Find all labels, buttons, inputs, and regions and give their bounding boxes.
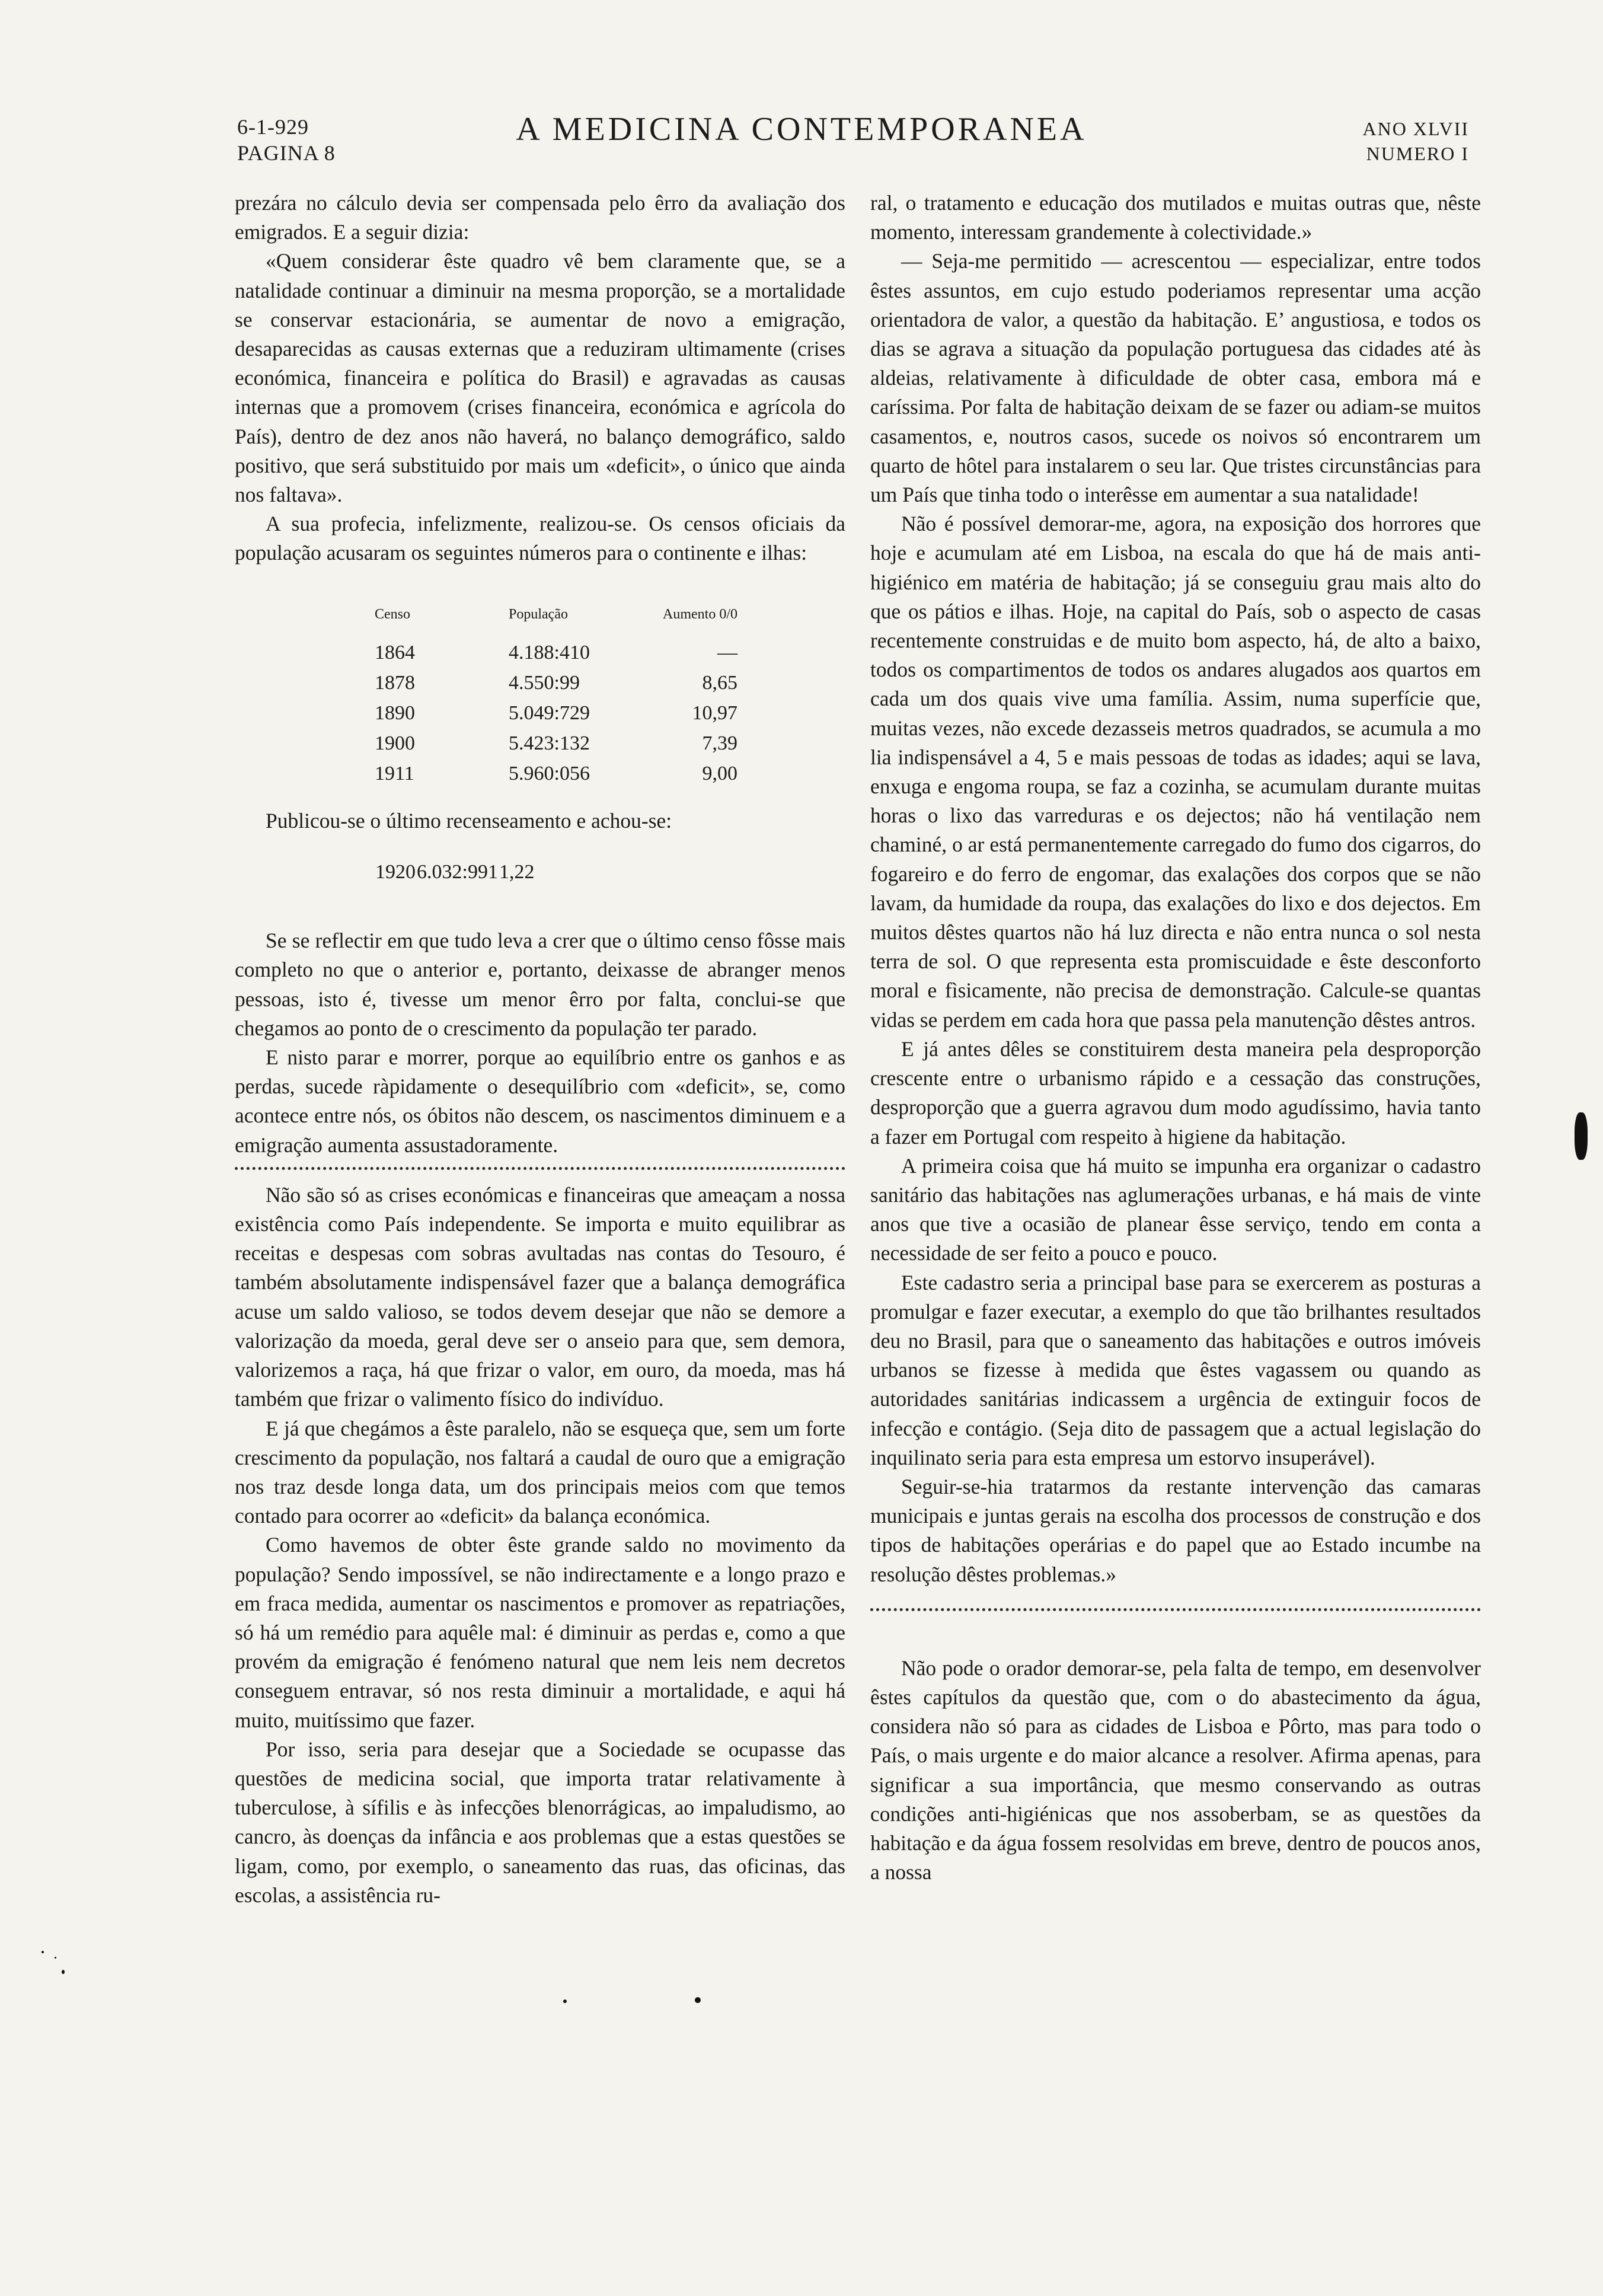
- ink-speck: [563, 2000, 567, 2003]
- census-year: 1900: [375, 732, 415, 754]
- paragraph: Por isso, seria para desejar que a Sociedade se ocupasse das questões de medicina social, que importa tratar relativamente à tuberculose, à sífilis e às infecções blenorrágicas, ao impaludismo, ao cancro, às doenças da infância e aos problemas que a estas questões se ligam, como, por exemplo, o saneamento das ruas, das oficinas, das escolas, a assistência ru-: [235, 1737, 845, 1907]
- paragraph: Não são só as crises económicas e financeiras que ameaçam a nossa existência como País independente. Se importa e muito equilibrar as receitas e despesas com sobras avultadas nas contas do Tesouro, é também absolutamente indispensável fazer que a balança demográfica acuse um saldo valioso, se todos devem desejar que não se demore a valorização da moeda, geral deve ser o anseio para que, sem demora, valorizemos a raça, há que frizar o valor, em ouro, da moeda, mas há também que frizar o valimento físico do indivíduo.: [235, 1182, 845, 1411]
- table-row: [375, 728, 737, 758]
- census-year: 1864: [375, 641, 415, 664]
- census-population: 6.032:991: [417, 861, 498, 884]
- paragraph: E já que chegámos a êste paralelo, não se esqueça que, sem um forte crescimento da população, nos faltará a caudal de ouro que a emigração nos traz desde longa data, um dos principais meios com que temos contado para ocorrer ao «deficit» da balança económica.: [235, 1416, 845, 1528]
- paragraph: A primeira coisa que há muito se impunha era organizar o cadastro sanitário das habitações nas aglumerações urbanas, e há mais de vinte anos que tive a ocasião de planear êsse serviço, tendo em conta a necessidade de ser feito a pouco e pouco.: [870, 1153, 1481, 1265]
- ink-speck: [62, 1970, 65, 1974]
- paragraph: ral, o tratamento e educação dos mutilados e muitas outras que, nêste momento, interessam grandemente à colectividade.»: [870, 191, 1481, 244]
- dotted-separator: [870, 1602, 1481, 1611]
- census-population: 4.550:99: [509, 671, 580, 694]
- census-table: [375, 600, 737, 789]
- table-row: [375, 758, 737, 789]
- census-header-aumento: Aumento 0/0: [663, 606, 737, 622]
- census-increase: —: [717, 641, 737, 664]
- paragraph: Se se reflectir em que tudo leva a crer que o último censo fôsse mais completo no que o anterior e, portanto, deixasse de abranger menos pessoas, isto é, tivesse um menor êrro por falta, conclui-se que chegamos ao ponto de o crescimento da população ter parado.: [235, 929, 845, 1040]
- census-population: 5.049:729: [509, 701, 590, 724]
- paragraph: prezára no cálculo devia ser compensada pelo êrro da avaliação dos emigrados. E a seguir dizia:: [235, 191, 845, 244]
- journal-title: A MEDICINA CONTEMPORANEA: [516, 111, 1087, 148]
- census-year: 1911: [375, 762, 414, 785]
- census-header-populacao: População: [509, 606, 568, 622]
- paragraph: A sua profecia, infelizmente, realizou-se. Os censos oficiais da população acusaram os seguintes números para o continente e ilhas:: [235, 512, 845, 565]
- ink-speck: [695, 1997, 701, 2003]
- right-column: [870, 189, 1481, 1887]
- census-increase: 8,65: [702, 671, 737, 694]
- census-year: 1878: [375, 671, 415, 694]
- dotted-separator: [235, 1161, 845, 1170]
- ink-speck: [41, 1951, 44, 1953]
- paragraph: Como havemos de obter êste grande saldo no movimento da população? Sendo impossível, se não indirectamente e a longo prazo e em fraca medida, aumentar os nascimentos e promover as repatriações, só há um remédio para aquêle mal: é diminuir as perdas e, como a que provém da emigração é fenómeno natural que nem leis nem decretos conseguem entravar, só nos resta diminuir a mortalidade, e aqui há muito, muitíssimo que fazer.: [235, 1533, 845, 1732]
- issue-date: 6-1-929: [237, 115, 309, 139]
- census-header-censo: Censo: [375, 606, 410, 622]
- ink-blot: [1575, 1112, 1588, 1160]
- paragraph: E já antes dêles se constituirem desta maneira pela desproporção crescente entre o urbanismo rápido e a cessação das construções, desproporção que a guerra agravou dum modo agudíssimo, havia tanto a fazer em Portugal com respeito à higiene da habitação.: [870, 1037, 1481, 1149]
- census-population: 4.188:410: [509, 641, 590, 664]
- census-header-row: [375, 600, 737, 637]
- paragraph: «Quem considerar êste quadro vê bem claramente que, se a natalidade continuar a diminuir na mesma proporção, se a mortalidade se conservar estacionária, se aumentar de novo a emigração, desaparecidas as causas externas que a reduziram ultimamente (crises económica, financeira e política do Brasil) e agravadas as causas internas que a promovem (crises financeira, económica e agrícola do País), dentro de dez anos não haverá, no balanço demográfico, saldo positivo, que será substituido por mais um «deficit», o único que ainda nos faltava».: [235, 249, 845, 507]
- paragraph: — Seja-me permitido — acrescentou — especializar, entre todos êstes assuntos, em cujo estudo poderiamos representar uma acção orientadora de valor, a questão da habitação. E’ angustiosa, e todos os dias se agrava a situação da população portuguesa das cidades até às aldeias, relativamente à dificuldade de obter casa, embora má e caríssima. Por falta de habitação deixam de se fazer ou adiam-se muitos casamentos, e, noutros casos, sucede os noivos só encontrarem um quarto de hôtel para instalarem o seu lar. Que tristes circunstâncias para um País que tinha todo o interêsse em aumentar a sua natalidade!: [870, 249, 1481, 507]
- paragraph: Não pode o orador demorar-se, pela falta de tempo, em desenvolver êstes capítulos da questão que, com o do abastecimento da água, considera não só para as cidades de Lisboa e Pôrto, mas para todo o País, o mais urgente e do maior alcance a resolver. Afirma apenas, para significar a sua importância, que mesmo conservando as outras condições anti-higiénicas que nos assoberbam, se as questões da habitação e da água fossem resolvidas em breve, dentro de poucos anos, a nossa: [870, 1656, 1481, 1884]
- paragraph: Este cadastro seria a principal base para se exercerem as posturas a promulgar e fazer executar, a exemplo do que tão brilhantes resultados deu no Brasil, para que o saneamento das habitações e outros imóveis urbanos se fizesse à medida que êstes vagassem ou quando as autoridades sanitárias indicassem a urgência de extinguir focos de infecção e contágio. (Seja dito de passagem que a actual legislação do inquilinato seria para esta empresa um estorvo insuperável).: [870, 1270, 1481, 1469]
- page-number: PAGINA 8: [237, 141, 336, 165]
- table-row: [375, 637, 737, 668]
- paragraph: Não é possível demorar-me, agora, na exposição dos horrores que hoje e acumulam até em Lisboa, na escala do que há de mais anti-higiénico em matéria de habitação; já se conseguiu grau mais alto do que os pátios e ilhas. Hoje, na capital do País, sob o aspecto de casas recentemente construidas e de muito bom aspecto, há, de alto a baixo, todos os compartimentos de todos os andares alugados aos quartos em cada um dos quais vive uma família. Assim, numa superfície que, muitas vezes, não excede dezasseis metros quadrados, se acumula a mo lia indispensável a 4, 5 e mais pessoas de todas as idades; aqui se lava, enxuga e engoma roupa, se faz a cozinha, se acumulam durante muitas horas o lixo das varreduras e os dejectos; não há ventilação nem chaminé, o ar está permanentemente carregado do fumo dos cigarros, do fogareiro e do ferro de engomar, das exalações dos corpos que se não lavam, da humidade da roupa, das exalações do lixo e dos dejectos. Em muitos dêstes quartos não há luz directa e não entra nunca o sol nesta terra de sol. O que representa esta promiscuidade e êste desconforto moral e fìsicamente, não precisa de demonstração. Calcule-se quantas vidas se perdem em cada hora que passa pela manutenção dêstes antros.: [870, 512, 1481, 1032]
- census-increase: 7,39: [702, 732, 737, 754]
- census-1920-table: [375, 857, 535, 887]
- table-row: [375, 857, 535, 887]
- census-increase: 10,97: [692, 701, 737, 724]
- paragraph: E nisto parar e morrer, porque ao equilíbrio entre os ganhos e as perdas, sucede ràpidamente o desequilíbrio com «deficit», se, como acontece entre nós, os óbitos não descem, os nascimentos diminuem e a emigração aumenta assustadoramente.: [235, 1045, 845, 1157]
- table-row: [375, 698, 737, 728]
- census-population: 5.960:056: [509, 762, 590, 785]
- header-right: [1363, 116, 1469, 166]
- issue-number: NUMERO I: [1366, 143, 1469, 164]
- ink-speck: [55, 1957, 56, 1959]
- volume-year: ANO XLVII: [1362, 118, 1469, 139]
- census-year: 1890: [375, 701, 415, 724]
- census-year: 1920: [375, 861, 416, 884]
- census-increase: 1,22: [499, 861, 535, 884]
- census-increase: 9,00: [702, 762, 737, 785]
- census-population: 5.423:132: [509, 732, 590, 754]
- left-column: [235, 189, 845, 1910]
- paragraph: Seguir-se-hia tratarmos da restante intervenção das camaras municipais e juntas gerais na escolha dos processos de construção e dos tipos de habitações operárias e do papel que ao Estado incumbe na resolução dêstes problemas.»: [870, 1474, 1481, 1586]
- paragraph: Publicou-se o último recenseamento e achou-se:: [266, 808, 672, 833]
- table-row: [375, 668, 737, 698]
